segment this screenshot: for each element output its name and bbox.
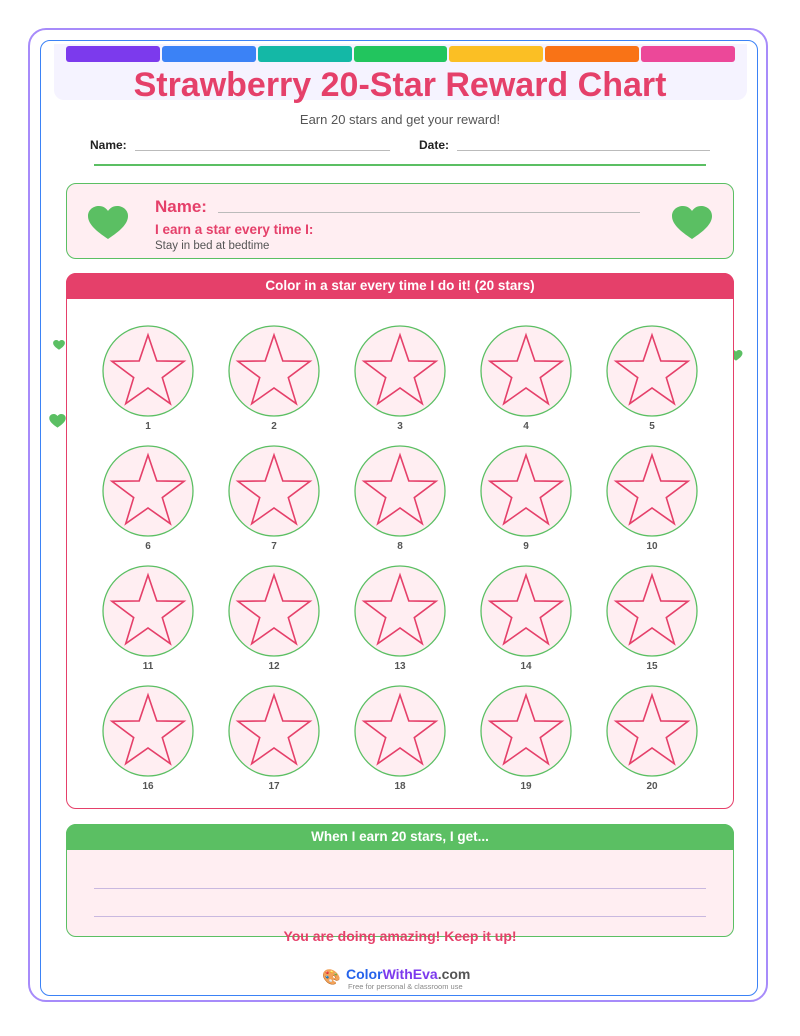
rainbow-segment (354, 46, 448, 62)
star-number: 14 (520, 661, 532, 672)
star-slot[interactable] (606, 445, 698, 565)
star-slot[interactable] (480, 685, 572, 805)
star-icon[interactable] (480, 445, 572, 537)
divider (94, 164, 706, 166)
star-number: 8 (397, 541, 403, 552)
rainbow-segment (258, 46, 352, 62)
star-icon[interactable] (606, 325, 698, 417)
goal-name-label: Name: (155, 197, 207, 216)
star-icon[interactable] (228, 325, 320, 417)
star-number: 4 (523, 421, 529, 432)
star-slot[interactable] (102, 445, 194, 565)
stars-header: Color in a star every time I do it! (20 stars) (66, 273, 734, 299)
star-number: 16 (142, 781, 154, 792)
star-slot[interactable] (606, 685, 698, 805)
star-icon[interactable] (606, 445, 698, 537)
rainbow-segment (162, 46, 256, 62)
star-slot[interactable] (102, 685, 194, 805)
star-icon[interactable] (480, 685, 572, 777)
star-number: 18 (394, 781, 406, 792)
star-icon[interactable] (102, 685, 194, 777)
star-icon[interactable] (606, 565, 698, 657)
star-number: 11 (142, 661, 154, 672)
star-slot[interactable] (228, 445, 320, 565)
rainbow-stripe (66, 46, 735, 62)
star-slot[interactable] (480, 325, 572, 445)
palette-icon: 🎨 (322, 969, 341, 986)
star-slot[interactable] (606, 565, 698, 685)
star-icon[interactable] (102, 565, 194, 657)
star-icon[interactable] (354, 325, 446, 417)
heart-icon (672, 206, 712, 240)
star-number: 10 (646, 541, 658, 552)
star-number: 12 (268, 661, 280, 672)
rainbow-segment (545, 46, 639, 62)
goal-earn-label: I earn a star every time I: (155, 222, 314, 237)
star-slot[interactable] (480, 445, 572, 565)
star-slot[interactable] (228, 325, 320, 445)
star-number: 19 (520, 781, 532, 792)
star-number: 1 (145, 421, 151, 432)
star-slot[interactable] (606, 325, 698, 445)
goal-behavior: Stay in bed at bedtime (155, 240, 270, 252)
star-icon[interactable] (606, 685, 698, 777)
star-grid (66, 273, 734, 809)
star-slot[interactable] (228, 565, 320, 685)
reward-line[interactable] (94, 888, 706, 889)
star-slot[interactable] (102, 325, 194, 445)
star-slot[interactable] (354, 325, 446, 445)
star-slot[interactable] (480, 565, 572, 685)
rainbow-segment (66, 46, 160, 62)
star-number: 2 (271, 421, 277, 432)
star-slot[interactable] (354, 565, 446, 685)
star-number: 7 (271, 541, 277, 552)
page-title: Strawberry 20-Star Reward Chart (133, 66, 667, 104)
star-icon[interactable] (102, 445, 194, 537)
star-number: 20 (646, 781, 658, 792)
brand-name: ColorWithEva.com (346, 966, 471, 982)
name-field-line[interactable] (135, 150, 390, 151)
star-slot[interactable] (354, 445, 446, 565)
reward-header: When I earn 20 stars, I get... (66, 824, 734, 850)
star-number: 3 (397, 421, 403, 432)
heart-icon (49, 414, 66, 428)
name-field-label: Name: (90, 138, 127, 152)
star-icon[interactable] (354, 445, 446, 537)
star-slot[interactable] (354, 685, 446, 805)
star-slot[interactable] (228, 685, 320, 805)
star-number: 9 (523, 541, 529, 552)
star-icon[interactable] (354, 685, 446, 777)
star-icon[interactable] (228, 445, 320, 537)
star-icon[interactable] (228, 565, 320, 657)
rainbow-segment (449, 46, 543, 62)
brand-tagline: Free for personal & classroom use (348, 982, 463, 991)
star-icon[interactable] (102, 325, 194, 417)
star-number: 17 (268, 781, 280, 792)
star-number: 6 (145, 541, 151, 552)
star-icon[interactable] (480, 325, 572, 417)
goal-name-line[interactable] (218, 212, 640, 213)
heart-icon (88, 206, 128, 240)
reward-line[interactable] (94, 916, 706, 917)
rainbow-segment (641, 46, 735, 62)
star-icon[interactable] (354, 565, 446, 657)
star-slot[interactable] (102, 565, 194, 685)
star-icon[interactable] (480, 565, 572, 657)
star-number: 15 (646, 661, 658, 672)
star-number: 13 (394, 661, 406, 672)
star-icon[interactable] (228, 685, 320, 777)
star-number: 5 (649, 421, 655, 432)
date-field-line[interactable] (457, 150, 710, 151)
date-field-label: Date: (419, 138, 450, 152)
heart-icon (53, 340, 65, 350)
encouragement-text: You are doing amazing! Keep it up! (283, 928, 517, 944)
page-subtitle: Earn 20 stars and get your reward! (299, 112, 501, 127)
